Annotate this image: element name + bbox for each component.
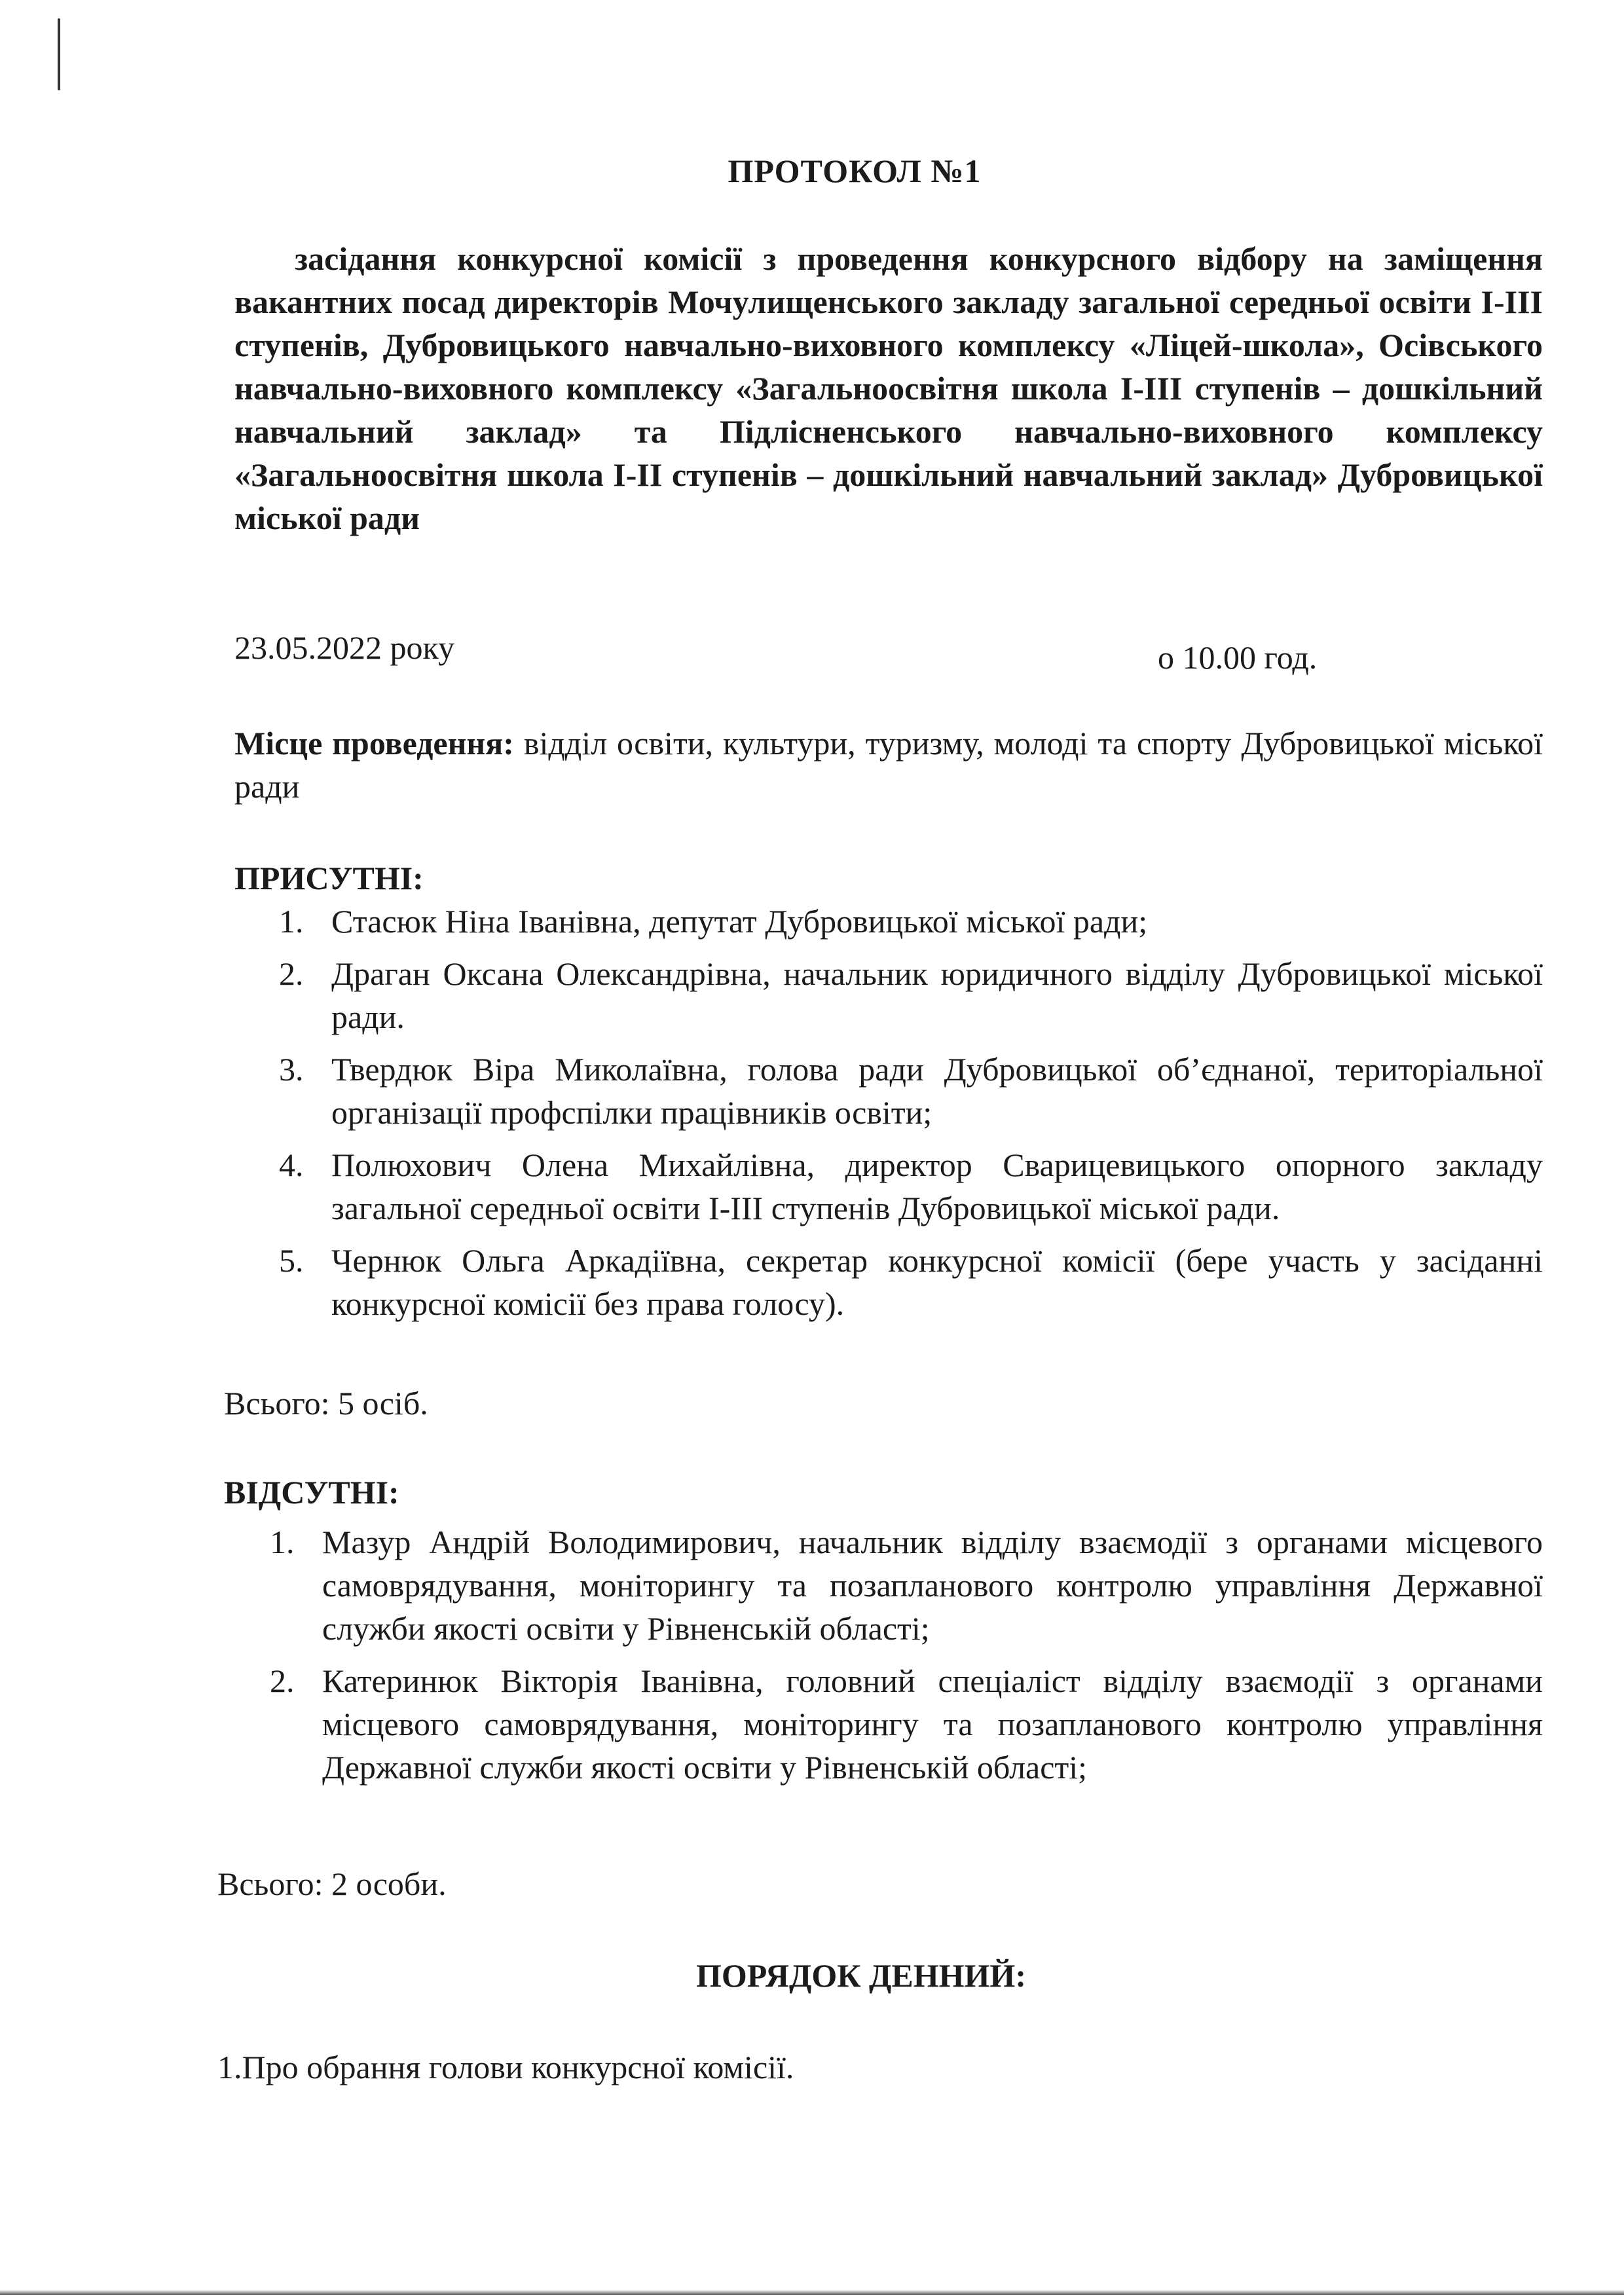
absent-list-item: 2. Катеринюк Вікторія Іванівна, головний спеціаліст відділу взаємодії з органами місцевого самоврядування, моніторингу та позапланового контролю управління Державної служби якості освіти у Рівненській області;	[270, 1662, 1543, 1786]
scan-edge-mark	[58, 18, 60, 90]
document-title: ПРОТОКОЛ №1	[728, 153, 982, 189]
absent-total: Всього: 2 особи.	[217, 1865, 447, 1902]
present-list-item: 5. Чернюк Ольга Аркадіївна, секретар конкурсної комісії (бере участь у засіданні конкурсної комісії без права голосу).	[279, 1242, 1543, 1322]
present-list-item: 1. Стасюк Ніна Іванівна, депутат Дубровицької міської ради;	[279, 903, 1148, 940]
absent-heading: ВІДСУТНІ:	[224, 1474, 399, 1511]
agenda-heading: ПОРЯДОК ДЕННИЙ:	[696, 1957, 1026, 1994]
absent-list	[270, 1520, 1543, 1798]
present-heading: ПРИСУТНІ:	[234, 860, 424, 896]
present-list-item: 2. Драган Оксана Олександрівна, начальник юридичного відділу Дубровицької міської ради.	[279, 955, 1543, 1035]
present-list-item: 3. Твердюк Віра Миколаївна, голова ради Дубровицької об’єднаної, територіальної організації профспілки працівників освіти;	[279, 1051, 1543, 1131]
document-subject: засідання конкурсної комісії з проведення конкурсного відбору на заміщення вакантних посад директорів Мочулищенського закладу загальної середньої освіти І-ІІІ ступенів, Дубровицького навчально-виховного комплексу «Ліцей-школа», Осівського навчально-виховного комплексу «Загальноосвітня школа І-ІІІ ступенів – дошкільний навчальний заклад» та Підлісненського навчально-виховного комплексу «Загальноосвітня школа І-ІІ ступенів – дошкільний навчальний заклад» Дубровицької міської ради	[234, 240, 1543, 536]
scan-bottom-edge	[0, 2290, 1624, 2295]
agenda-item: 1.Про обрання голови конкурсної комісії.	[217, 2049, 794, 2085]
present-list	[279, 900, 1543, 1334]
venue-text: відділ освіти, культури, туризму, молоді та спорту Дубровицької міської ради	[234, 725, 1543, 805]
absent-list-item: 1. Мазур Андрій Володимирович, начальник відділу взаємодії з органами місцевого самоврядування, моніторингу та позапланового контролю управління Державної служби якості освіти у Рівненській області;	[270, 1524, 1543, 1647]
meeting-venue	[234, 722, 1543, 808]
meeting-time: о 10.00 год.	[1158, 639, 1318, 676]
venue-label: Місце проведення:	[234, 725, 514, 762]
meeting-date: 23.05.2022 року	[234, 629, 455, 666]
present-total: Всього: 5 осіб.	[224, 1385, 428, 1422]
present-list-item: 4. Полюхович Олена Михайлівна, директор Сварицевицького опорного закладу загальної середньої освіти І-ІІІ ступенів Дубровицької міської ради.	[279, 1147, 1543, 1226]
